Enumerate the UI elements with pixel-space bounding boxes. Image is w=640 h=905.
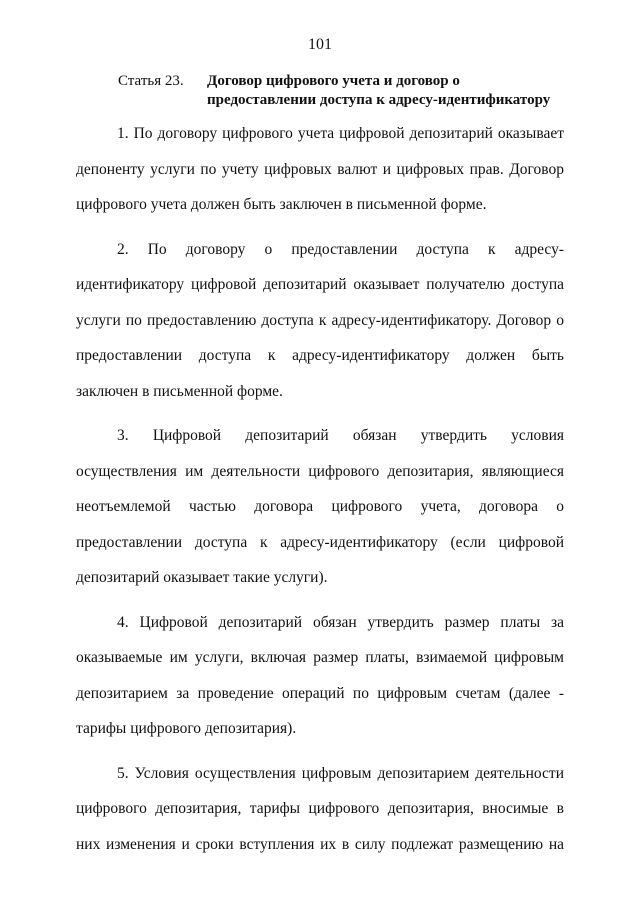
- article-title: [207, 72, 550, 110]
- article-title-line-2: предоставлении доступа к адресу-идентификатору: [207, 92, 551, 108]
- paragraph-3: 3. Цифровой депозитарий обязан утвердить условия осуществления им деятельности цифрового депозитария, являющиеся неотъемлемой частью договора цифрового учета, договора о предоставлении доступа к адресу-идентификатору (если цифровой депозитарий оказывает такие услуги).: [76, 427, 564, 586]
- article-number: Статья 23.: [118, 73, 184, 89]
- paragraph-2: 2. По договору о предоставлении доступа к адресу-идентификатору цифровой депозитарий оказывает получателю доступа услуги по предоставлению доступа к адресу-идентификатору. Договор о предоставлении доступа к адресу-идентификатору должен быть заключен в письменной форме.: [76, 240, 564, 400]
- article-body: [76, 116, 564, 871]
- article-title-line-1: Договор цифрового учета и договор о: [207, 73, 460, 89]
- paragraph-5: 5. Условия осуществления цифровым депозитарием деятельности цифрового депозитария, тарифы цифрового депозитария, вносимые в них изменения и сроки вступления их в силу подлежат размещению на: [76, 764, 564, 853]
- paragraph-4: 4. Цифровой депозитарий обязан утвердить размер платы за оказываемые им услуги, включая размер платы, взимаемой цифровым депозитарием за проведение операций по цифровым счетам (далее - тарифы цифрового депозитария).: [76, 613, 564, 737]
- paragraph-1: 1. По договору цифрового учета цифровой депозитарий оказывает депоненту услуги по учету цифровых валют и цифровых прав. Договор цифрового учета должен быть заключен в письменной форме.: [76, 125, 564, 213]
- page-number: 101: [308, 36, 332, 53]
